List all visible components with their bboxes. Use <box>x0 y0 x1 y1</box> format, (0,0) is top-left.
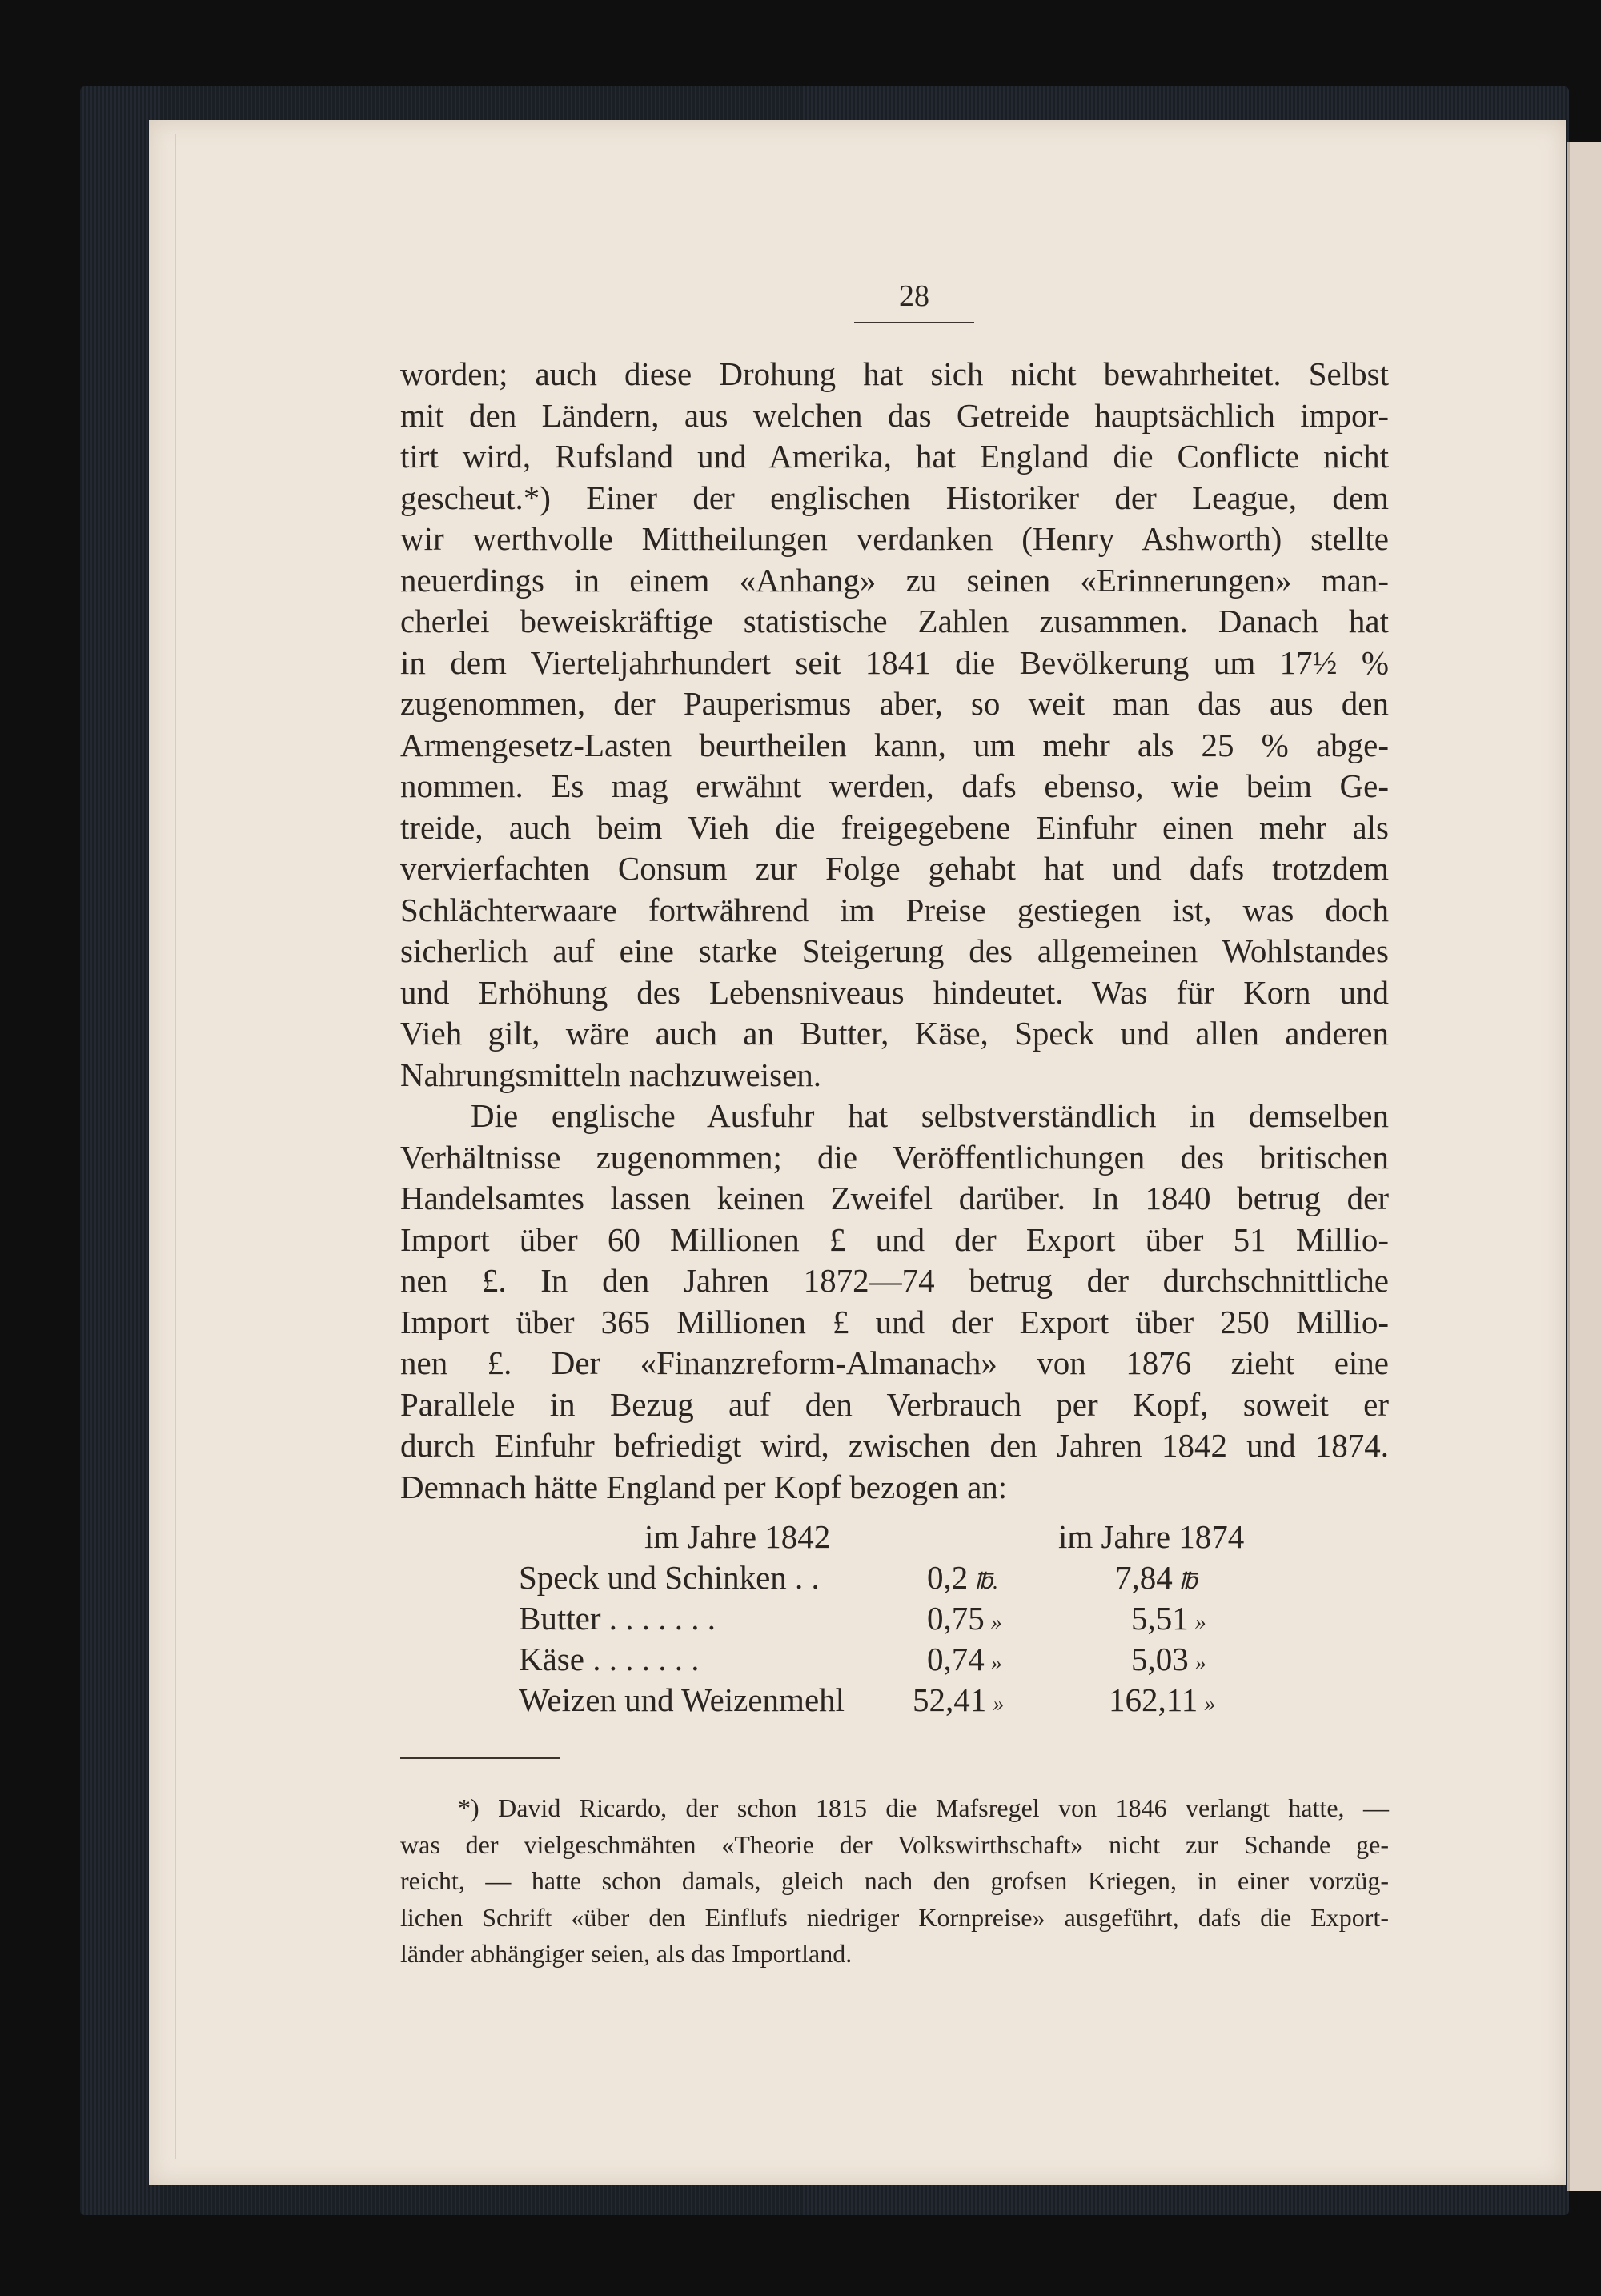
footnote <box>400 1790 1389 1973</box>
row-label: Käse . . . . . . . <box>519 1641 700 1677</box>
unit-1842: » <box>990 1610 1002 1635</box>
body-line: durch Einfuhr befriedigt wird, zwischen den Jahren 1842 und 1874. <box>400 1427 1389 1464</box>
body-line: Armengesetz-Lasten beurtheilen kann, um mehr als 25 % abge- <box>400 726 1389 763</box>
table-header-1874: im Jahre 1874 <box>1058 1518 1245 1555</box>
page-number-rule <box>854 322 974 323</box>
value-1842: 52,41 <box>913 1681 987 1718</box>
unit-1842: ℔. <box>974 1569 999 1594</box>
body-line: Import über 60 Millionen £ und der Export über 51 Millio- <box>400 1220 1389 1258</box>
body-line: mit den Ländern, aus welchen das Getreide hauptsächlich impor- <box>400 396 1389 434</box>
row-label: Butter . . . . . . . <box>519 1600 716 1637</box>
body-line: wir werthvolle Mittheilungen verdanken (Henry Ashworth) stellte <box>400 520 1389 557</box>
body-line: nommen. Es mag erwähnt werden, dafs ebenso, wie beim Ge- <box>400 767 1389 804</box>
page-fold-line <box>175 134 176 2159</box>
value-1842: 0,75 <box>927 1600 985 1637</box>
body-line: in dem Vierteljahrhundert seit 1841 die Bevölkerung um 17½ % <box>400 643 1389 681</box>
value-1874: 7,84 <box>1115 1559 1173 1596</box>
page-number: 28 <box>899 279 929 313</box>
table-header-1842: im Jahre 1842 <box>644 1518 831 1555</box>
footnote-line: länder abhängiger seien, als das Importland. <box>400 1939 853 1968</box>
body-line: Import über 365 Millionen £ und der Export über 250 Millio- <box>400 1303 1389 1340</box>
body-line: cherlei beweiskräftige statistische Zahlen zusammen. Danach hat <box>400 603 1389 639</box>
body-line: und Erhöhung des Lebensniveaus hindeutet. Was für Korn und <box>400 973 1389 1011</box>
body-line: Handelsamtes lassen keinen Zweifel darüber. In 1840 betrug der <box>400 1180 1389 1216</box>
body-line: zugenommen, der Pauperismus aber, so weit man das aus den <box>400 685 1389 722</box>
body-line: Nahrungsmitteln nachzuweisen. <box>400 1056 822 1093</box>
body-line: Schlächterwaare fortwährend im Preise gestiegen ist, was doch <box>400 891 1389 928</box>
value-1874: 5,03 <box>1131 1641 1189 1677</box>
body-text <box>400 354 1389 1508</box>
unit-1842: » <box>993 1692 1005 1717</box>
body-line: Vieh gilt, wäre auch an Butter, Käse, Speck und allen anderen <box>400 1015 1389 1052</box>
value-1874: 5,51 <box>1131 1600 1189 1637</box>
body-line: Parallele in Bezug auf den Verbrauch per Kopf, soweit er <box>400 1385 1389 1423</box>
body-line: neuerdings in einem «Anhang» zu seinen «Erinnerungen» man- <box>400 561 1389 599</box>
body-line: gescheut.*) Einer der englischen Historiker der League, dem <box>400 479 1389 516</box>
body-line: worden; auch diese Drohung hat sich nicht bewahrheitet. Selbst <box>400 355 1389 392</box>
body-line: sicherlich auf eine starke Steigerung des allgemeinen Wohlstandes <box>400 932 1389 969</box>
value-1842: 0,2 <box>927 1559 969 1596</box>
body-line: treide, auch beim Vieh die freigegebene Einfuhr einen mehr als <box>400 808 1389 846</box>
body-line: Die englische Ausfuhr hat selbstverständlich in demselben <box>471 1097 1389 1134</box>
body-line: Demnach hätte England per Kopf bezogen an: <box>400 1468 1008 1505</box>
value-1842: 0,74 <box>927 1641 985 1677</box>
body-line: Verhältnisse zugenommen; die Veröffentlichungen des britischen <box>400 1138 1389 1176</box>
footnote-rule <box>400 1757 560 1759</box>
footnote-line: was der vielgeschmähten «Theorie der Volkswirthschaft» nicht zur Schande ge- <box>400 1829 1389 1859</box>
body-line: nen £. Der «Finanzreform-Almanach» von 1876 zieht eine <box>400 1344 1389 1381</box>
unit-1874: » <box>1204 1692 1216 1717</box>
body-line: tirt wird, Rufsland und Amerika, hat England die Conflicte nicht <box>400 438 1389 475</box>
footnote-line: reicht, — hatte schon damals, gleich nach den grofsen Kriegen, in einer vorzüg- <box>400 1866 1389 1895</box>
body-line: nen £. In den Jahren 1872—74 betrug der durchschnittliche <box>400 1262 1389 1299</box>
next-page-edge <box>1567 142 1601 2191</box>
row-label: Speck und Schinken . . <box>519 1559 820 1596</box>
unit-1874: » <box>1194 1610 1206 1635</box>
footnote-line: *) David Ricardo, der schon 1815 die Mafsregel von 1846 verlangt hatte, — <box>458 1793 1389 1822</box>
footnote-line: lichen Schrift «über den Einflufs niedriger Kornpreise» ausgeführt, dafs die Export- <box>400 1902 1389 1932</box>
unit-1842: » <box>990 1651 1002 1676</box>
unit-1874: » <box>1194 1651 1206 1676</box>
row-label: Weizen und Weizenmehl <box>519 1681 845 1718</box>
value-1874: 162,11 <box>1109 1681 1198 1718</box>
unit-1874: ℔ <box>1178 1569 1198 1594</box>
body-line: vervierfachten Consum zur Folge gehabt hat und dafs trotzdem <box>400 850 1389 887</box>
